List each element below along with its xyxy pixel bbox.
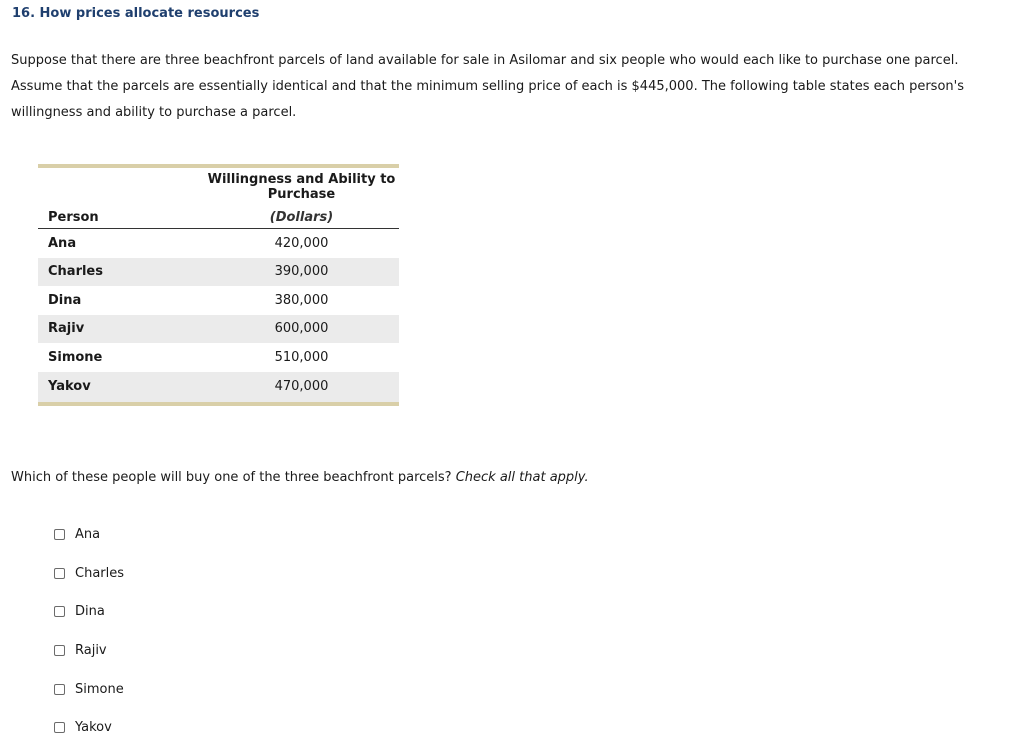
column-header-person: Person <box>38 206 128 229</box>
row-person: Dina <box>48 292 82 308</box>
table-row <box>38 315 399 344</box>
row-person: Rajiv <box>38 315 128 344</box>
row-value: 380,000 <box>274 292 329 308</box>
row-value: 510,000 <box>274 349 329 365</box>
option-dina[interactable] <box>54 592 124 631</box>
row-value: 420,000 <box>274 235 329 251</box>
prompt-instruction: Check all that apply. <box>455 470 589 485</box>
option-label[interactable]: Yakov <box>75 720 112 736</box>
option-label[interactable]: Dina <box>75 604 105 620</box>
table-row <box>38 372 399 402</box>
checkbox[interactable] <box>54 645 65 656</box>
row-person: Yakov <box>38 372 128 402</box>
row-value: 470,000 <box>128 372 399 402</box>
option-yakov[interactable] <box>54 708 124 747</box>
row-value: 600,000 <box>128 315 399 344</box>
option-label[interactable]: Rajiv <box>75 642 107 658</box>
checkbox[interactable] <box>54 722 65 733</box>
column-header-units: (Dollars) <box>128 206 399 229</box>
question-intro: Suppose that there are three beachfront parcels of land available for sale in Asilomar and six people who would each like to purchase one parcel. Assume that the parcels are essentially identical and that the minimum selling price of each is $445,000. The following table states each person's willingness and ability to purchase a parcel. <box>11 53 964 120</box>
row-value: 390,000 <box>128 258 399 287</box>
question-title: 16. How prices allocate resources <box>12 6 260 21</box>
table-corner <box>38 168 128 206</box>
option-rajiv[interactable] <box>54 631 124 670</box>
answer-options <box>54 515 124 747</box>
row-person: Simone <box>48 349 103 365</box>
option-charles[interactable] <box>54 554 124 593</box>
option-simone[interactable] <box>54 670 124 709</box>
option-label[interactable]: Simone <box>75 681 124 697</box>
checkbox[interactable] <box>54 529 65 540</box>
prompt-text: Which of these people will buy one of the three beachfront parcels? <box>11 470 456 485</box>
table-row <box>38 229 399 258</box>
column-header-value: Willingness and Ability to Purchase <box>207 172 396 202</box>
checkbox[interactable] <box>54 606 65 617</box>
table-row <box>38 286 399 315</box>
question-prompt <box>11 470 589 485</box>
option-ana[interactable] <box>54 515 124 554</box>
option-label[interactable]: Charles <box>75 565 125 581</box>
table-row <box>38 343 399 372</box>
table-row <box>38 258 399 287</box>
row-person: Charles <box>38 258 128 287</box>
option-label[interactable]: Ana <box>75 526 101 542</box>
checkbox[interactable] <box>54 568 65 579</box>
willingness-table <box>38 164 399 406</box>
row-person: Ana <box>48 235 77 251</box>
checkbox[interactable] <box>54 684 65 695</box>
